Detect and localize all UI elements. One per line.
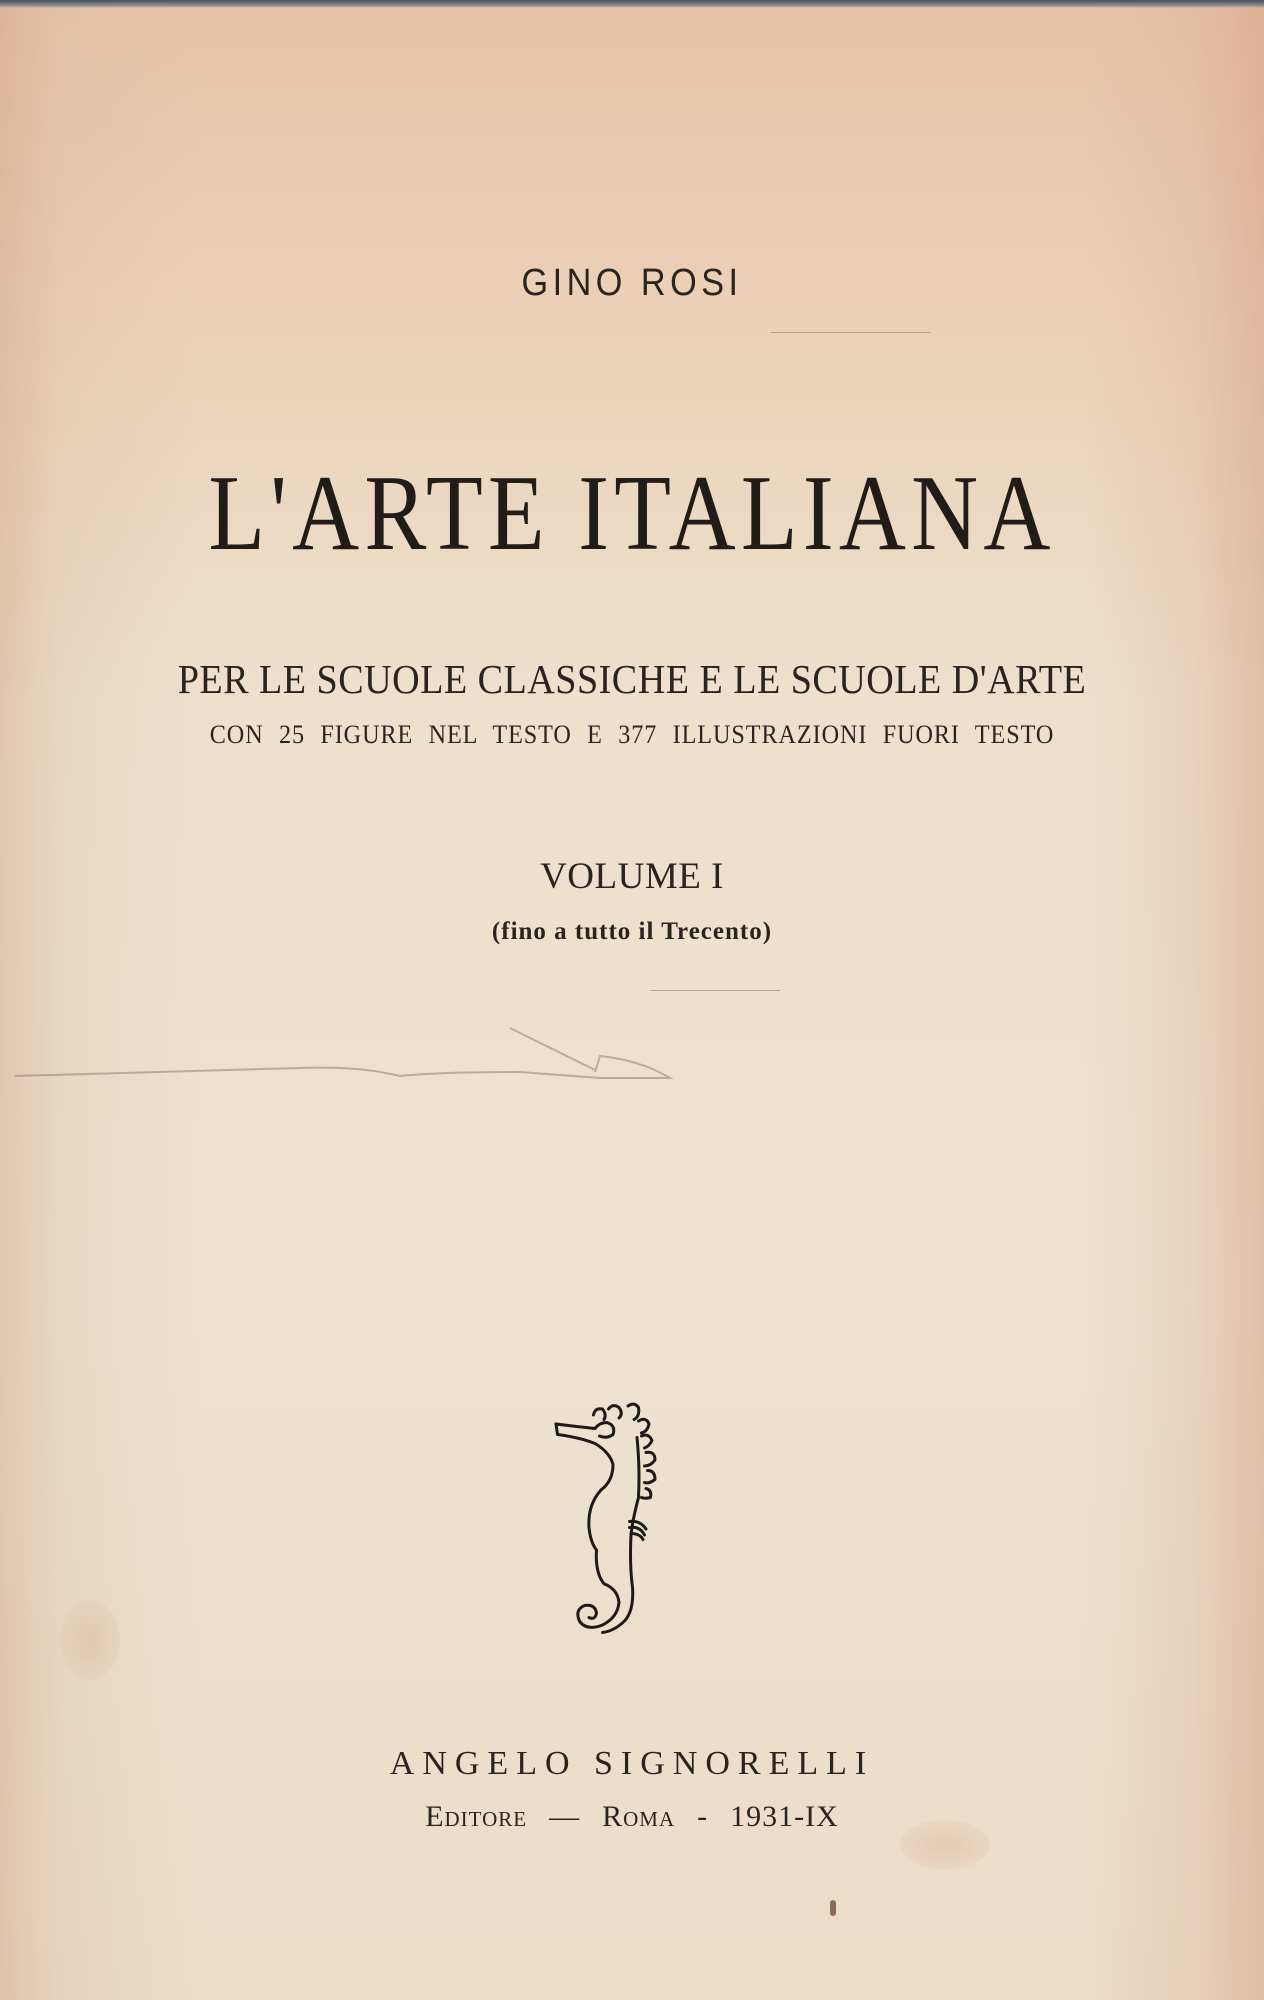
imprint-role: Editore [425, 1800, 528, 1833]
subtitle-line-2: CON 25 FIGURE NEL TESTO E 377 ILLUSTRAZIONI FUORI TESTO [209, 720, 1055, 749]
book-title: L'ARTE ITALIANA [208, 454, 1056, 573]
seahorse-icon [535, 1360, 685, 1680]
paper-speck [830, 1900, 836, 1916]
imprint-separator: - [697, 1800, 709, 1833]
page-top-edge [0, 0, 1264, 8]
paper-crease-mark [0, 1020, 700, 1080]
author-name: GINO ROSI [521, 262, 743, 304]
volume-label: VOLUME I [540, 856, 724, 897]
foxing-stain [60, 1600, 120, 1680]
imprint-separator: — [549, 1800, 581, 1833]
imprint-line [0, 1800, 1264, 1834]
faint-rule [770, 332, 930, 333]
subtitle-line-1: PER LE SCUOLE CLASSICHE E LE SCUOLE D'ARTE [177, 656, 1087, 702]
publisher-name: ANGELO SIGNORELLI [389, 1745, 875, 1782]
faint-rule [650, 990, 780, 991]
volume-period: (fino a tutto il Trecento) [491, 918, 773, 945]
foxing-stain [900, 1820, 990, 1870]
imprint-city: Roma [602, 1800, 676, 1833]
imprint-year: 1931-IX [730, 1800, 839, 1833]
